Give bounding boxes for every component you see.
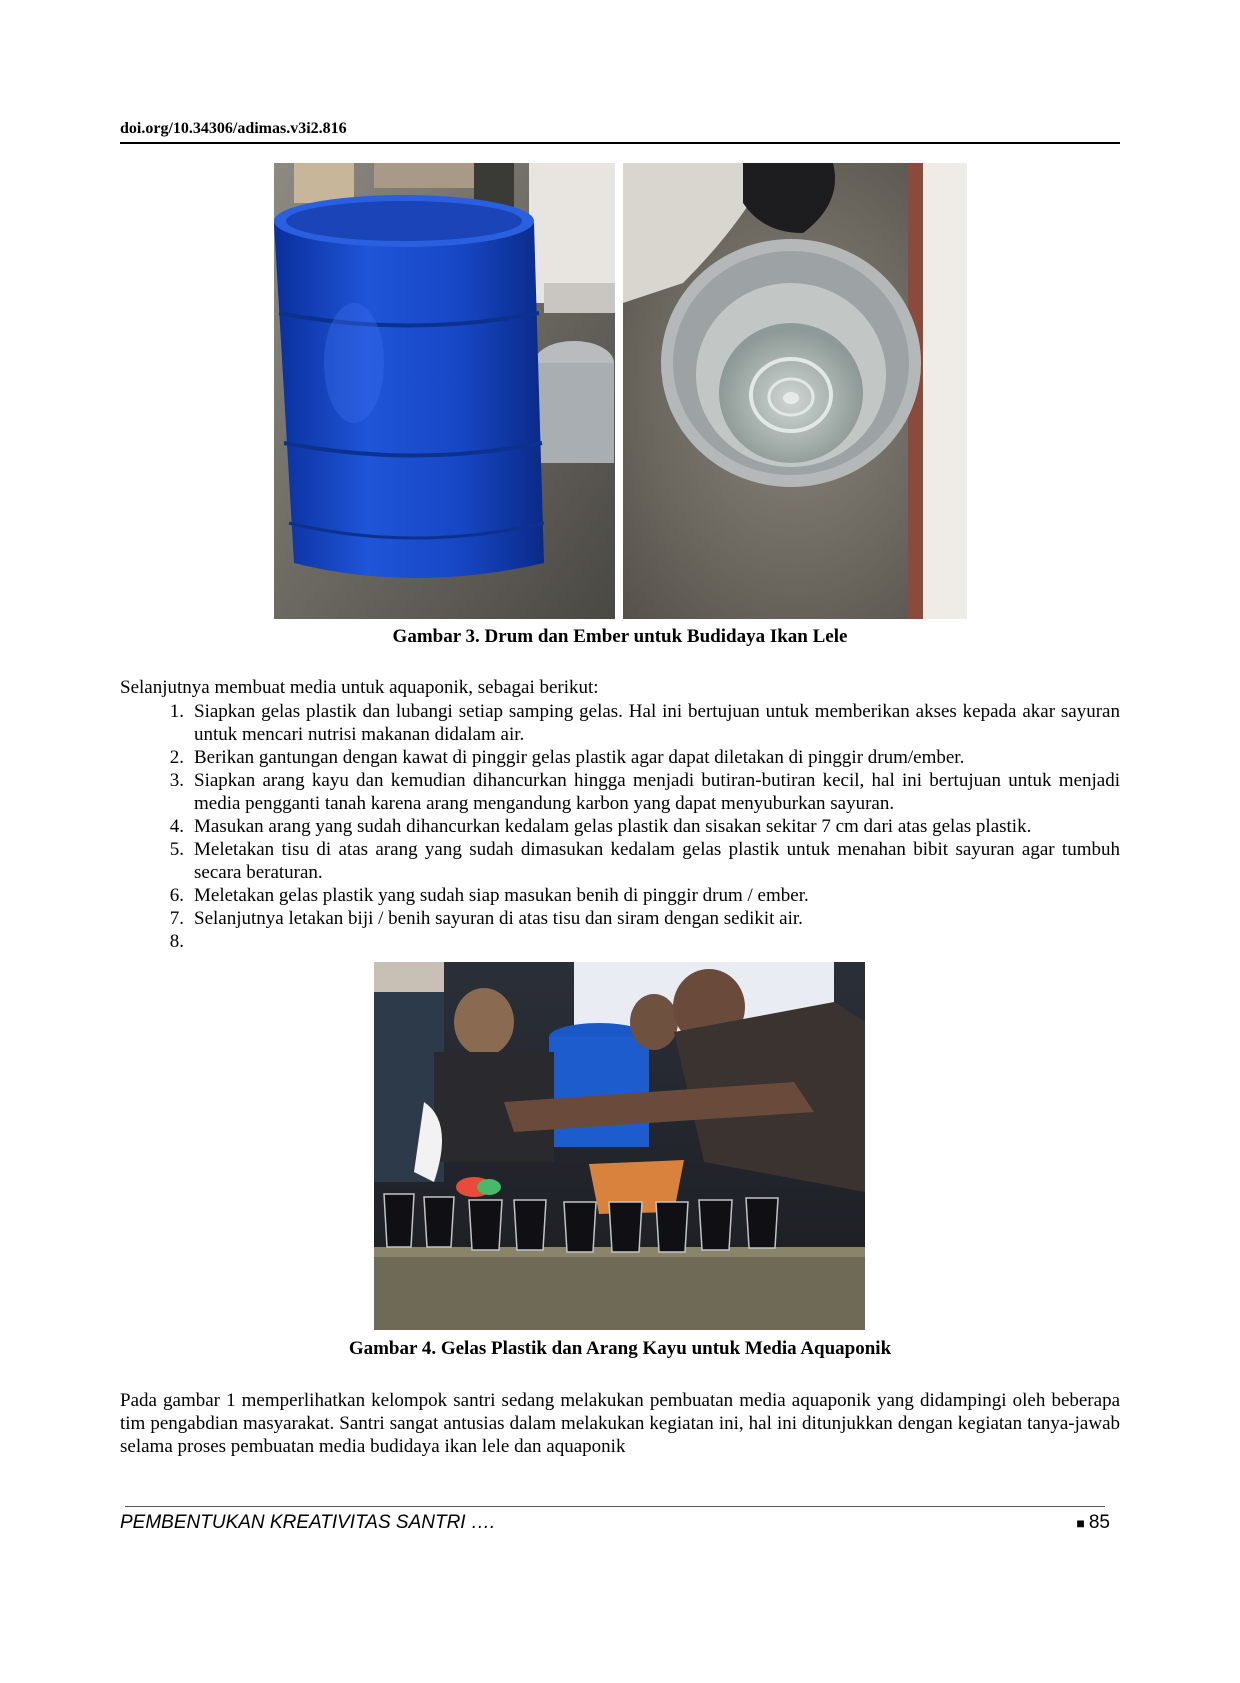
list-item-text bbox=[194, 931, 199, 952]
photo-aquaponic-cups bbox=[374, 962, 865, 1330]
list-item-text: Siapkan arang kayu dan kemudian dihancurkan hingga menjadi butiran-butiran kecil, hal ini bertujuan untuk menjadi media pengganti tanah karena arang mengandung karbon yang dapat menyuburkan sayuran. bbox=[194, 770, 1120, 814]
list-item-text: Siapkan gelas plastik dan lubangi setiap samping gelas. Hal ini bertujuan untuk memberikan akses kepada akar sayuran untuk mencari nutrisi makanan didalam air. bbox=[194, 701, 1120, 745]
list-item-number: 3. bbox=[169, 770, 184, 791]
list-item-number: 5. bbox=[169, 839, 184, 860]
photo-aquaponic-cups-graphic bbox=[374, 962, 865, 1330]
list-item bbox=[120, 907, 1120, 930]
list-item-number: 4. bbox=[169, 816, 184, 837]
list-item-number: 7. bbox=[169, 908, 184, 929]
intro-paragraph: Selanjutnya membuat media untuk aquaponik, sebagai berikut: bbox=[120, 677, 599, 698]
photo-blue-drum bbox=[274, 163, 615, 619]
footer-divider bbox=[125, 1506, 1105, 1507]
photo-blue-drum-graphic bbox=[274, 163, 615, 619]
page-number bbox=[1076, 1512, 1110, 1534]
square-bullet-icon: ■ bbox=[1076, 1515, 1085, 1531]
figure-4-caption: Gambar 4. Gelas Plastik dan Arang Kayu untuk Media Aquaponik bbox=[348, 1338, 892, 1359]
header-divider bbox=[120, 142, 1120, 144]
list-item-text: Selanjutnya letakan biji / benih sayuran di atas tisu dan siram dengan sedikit air. bbox=[194, 908, 803, 929]
list-item-text: Meletakan gelas plastik yang sudah siap masukan benih di pinggir drum / ember. bbox=[194, 885, 809, 906]
list-item-text: Masukan arang yang sudah dihancurkan kedalam gelas plastik dan sisakan sekitar 7 cm dari atas gelas plastik. bbox=[194, 816, 1032, 837]
list-item bbox=[120, 838, 1120, 884]
page-number-value: 85 bbox=[1088, 1512, 1110, 1533]
doi-link[interactable]: doi.org/10.34306/adimas.v3i2.816 bbox=[120, 120, 347, 137]
closing-paragraph: Pada gambar 1 memperlihatkan kelompok santri sedang melakukan pembuatan media aquaponik yang didampingi oleh beberapa tim pengabdian masyarakat. Santri sangat antusias dalam melakukan kegiatan ini, hal ini ditunjukkan dengan kegiatan tanya-jawab selama proses pembuatan media budidaya ikan lele dan aquaponik bbox=[120, 1390, 1120, 1457]
list-item-number: 8. bbox=[169, 931, 184, 952]
running-title: PEMBENTUKAN KREATIVITAS SANTRI …. bbox=[120, 1512, 496, 1533]
list-item-number: 1. bbox=[169, 701, 184, 722]
list-item bbox=[120, 815, 1120, 838]
list-item bbox=[120, 700, 1120, 746]
list-item bbox=[120, 769, 1120, 815]
figure-3-caption: Gambar 3. Drum dan Ember untuk Budidaya Ikan Lele bbox=[392, 626, 848, 647]
list-item-number: 2. bbox=[169, 747, 184, 768]
steps-list bbox=[120, 700, 1120, 953]
photo-bucket-graphic bbox=[623, 163, 967, 619]
list-item bbox=[120, 746, 1120, 769]
list-item bbox=[120, 884, 1120, 907]
list-item-text: Meletakan tisu di atas arang yang sudah dimasukan kedalam gelas plastik untuk menahan bibit sayuran agar tumbuh secara beraturan. bbox=[194, 839, 1120, 883]
list-item bbox=[120, 930, 1120, 953]
photo-bucket bbox=[623, 163, 967, 619]
list-item-number: 6. bbox=[169, 885, 184, 906]
list-item-text: Berikan gantungan dengan kawat di pinggir gelas plastik agar dapat diletakan di pinggir drum/ember. bbox=[194, 747, 965, 768]
